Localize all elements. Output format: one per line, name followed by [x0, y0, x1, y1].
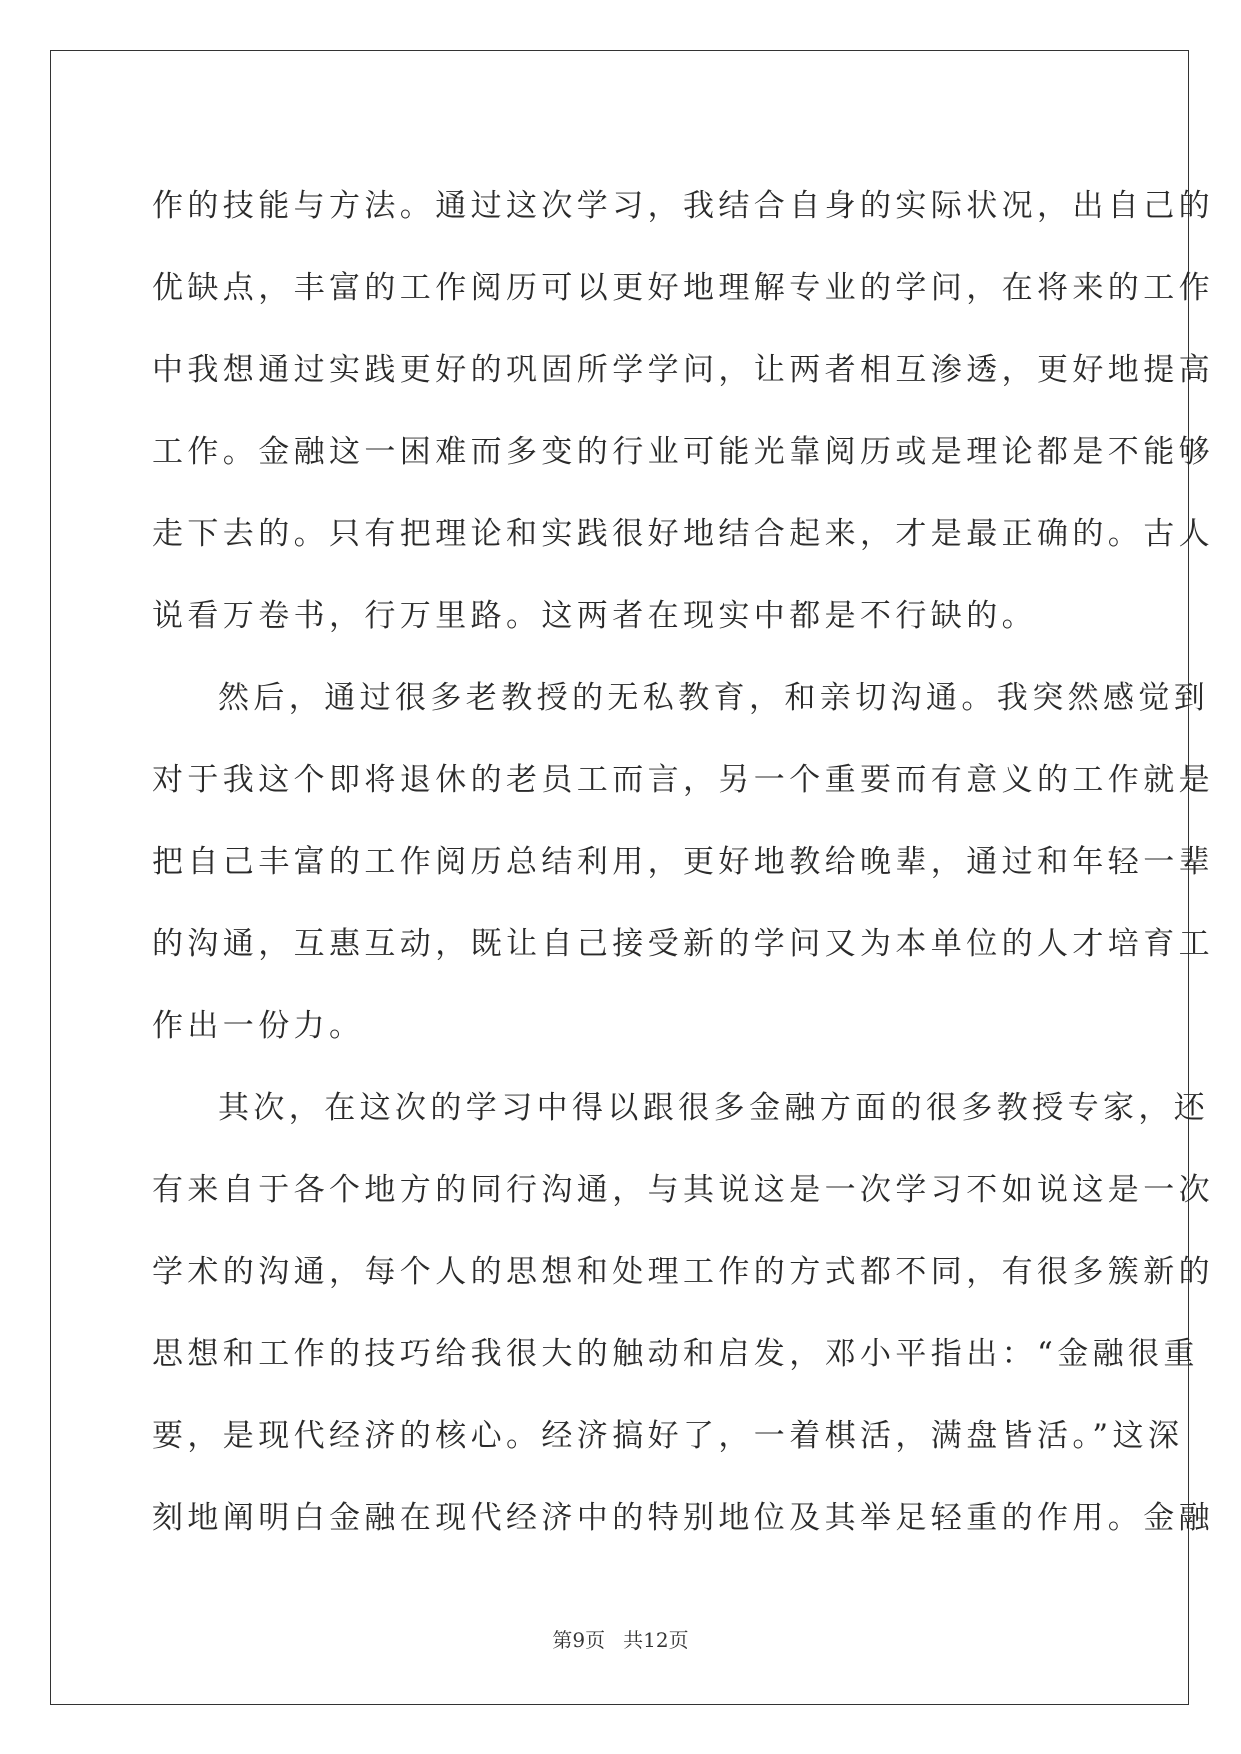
text-line: 学术的沟通，每个人的思想和处理工作的方式都不同，有很多簇新的	[152, 1254, 1214, 1290]
text-line: 优缺点，丰富的工作阅历可以更好地理解专业的学问，在将来的工作	[152, 270, 1214, 306]
text-line: 对于我这个即将退休的老员工而言，另一个重要而有意义的工作就是	[152, 762, 1214, 798]
text-line: 要，是现代经济的核心。经济搞好了，一着棋活，满盘皆活。”这深	[152, 1418, 1184, 1454]
text-line: 其次，在这次的学习中得以跟很多金融方面的很多教授专家，还	[218, 1090, 1210, 1126]
page-footer	[0, 1624, 1241, 1653]
text-line: 把自己丰富的工作阅历总结利用，更好地教给晚辈，通过和年轻一辈	[152, 844, 1214, 880]
page-number: 第9页	[552, 1628, 606, 1652]
text-line: 作出一份力。	[152, 1008, 365, 1044]
text-line: 刻地阐明白金融在现代经济中的特别地位及其举足轻重的作用。金融	[152, 1500, 1214, 1536]
text-line: 的沟通，互惠互动，既让自己接受新的学问又为本单位的人才培育工	[152, 926, 1214, 962]
text-line: 中我想通过实践更好的巩固所学学问，让两者相互渗透，更好地提高	[152, 352, 1214, 388]
text-line: 走下去的。只有把理论和实践很好地结合起来，才是最正确的。古人	[152, 516, 1214, 552]
text-line: 有来自于各个地方的同行沟通，与其说这是一次学习不如说这是一次	[152, 1172, 1214, 1208]
page-total: 共12页	[623, 1628, 689, 1652]
text-line: 作的技能与方法。通过这次学习，我结合自身的实际状况，出自己的	[152, 188, 1214, 224]
text-line: 思想和工作的技巧给我很大的触动和启发，邓小平指出：“金融很重	[152, 1336, 1199, 1372]
text-line: 说看万卷书，行万里路。这两者在现实中都是不行缺的。	[152, 598, 1037, 634]
document-body	[152, 165, 1214, 1559]
text-line: 工作。金融这一困难而多变的行业可能光靠阅历或是理论都是不能够	[152, 434, 1214, 470]
text-line: 然后，通过很多老教授的无私教育，和亲切沟通。我突然感觉到	[218, 680, 1210, 716]
